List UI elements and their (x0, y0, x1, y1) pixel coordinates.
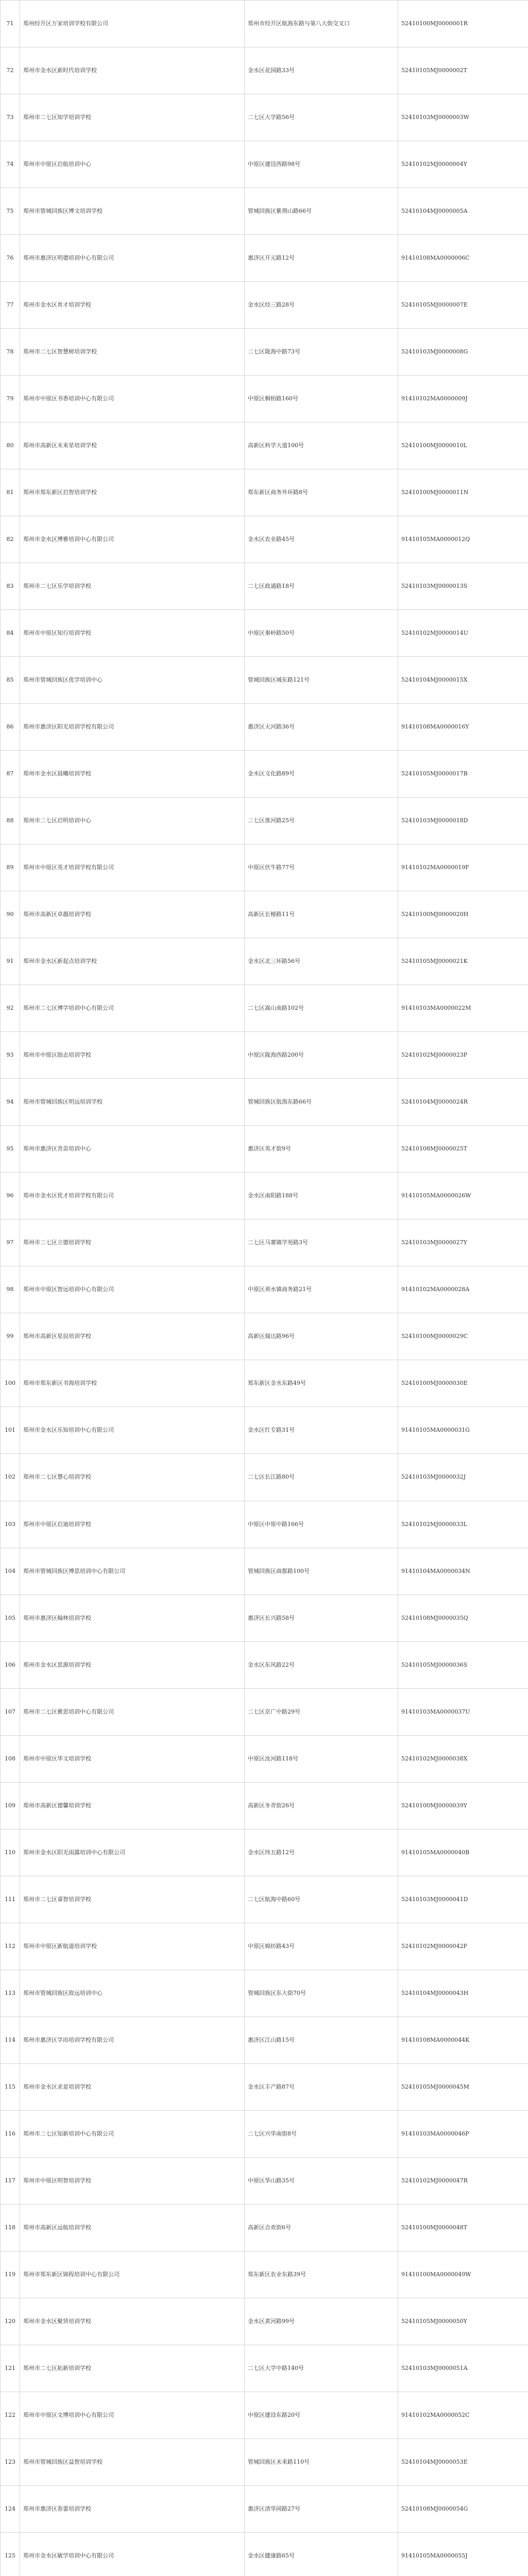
row-number-cell: 123 (1, 2438, 20, 2485)
institution-address-cell: 中原区华山路35号 (245, 2157, 398, 2204)
credit-code-cell: 52410108MJ0000025T (398, 1126, 528, 1173)
institution-address-cell: 中原区桐柏路160号 (245, 376, 398, 422)
credit-code-cell: 52410104MJ0000024R (398, 1079, 528, 1126)
row-number-cell: 91 (1, 938, 20, 985)
table-row (1, 1548, 528, 1595)
table-row (1, 2532, 528, 2576)
institution-address-cell: 金水区南阳路188号 (245, 1173, 398, 1219)
credit-code-cell: 91410103MA0000022M (398, 985, 528, 1032)
credit-code-cell: 52410100MJ0000030E (398, 1360, 528, 1407)
table-row (1, 1079, 528, 1126)
table-row (1, 1407, 528, 1454)
row-number-cell: 124 (1, 2485, 20, 2532)
institution-name-cell: 郑州市金水区博雅培训中心有限公司 (20, 516, 245, 563)
credit-code-cell: 52410105MJ0000045M (398, 2063, 528, 2110)
table-row (1, 422, 528, 469)
institution-address-cell: 金水区文化路89号 (245, 751, 398, 798)
row-number-cell: 117 (1, 2157, 20, 2204)
table-row (1, 1970, 528, 2016)
table-row (1, 657, 528, 704)
row-number-cell: 86 (1, 704, 20, 751)
credit-code-cell: 52410105MJ0000021K (398, 938, 528, 985)
table-row (1, 2345, 528, 2392)
table-row (1, 2157, 528, 2204)
institution-address-cell: 管城回族区东大街70号 (245, 1970, 398, 2016)
institution-name-cell: 郑州市高新区卓越培训学校 (20, 891, 245, 938)
institution-address-cell: 二七区大学中路140号 (245, 2345, 398, 2392)
table-row (1, 938, 528, 985)
credit-code-cell: 52410100MJ0000011N (398, 469, 528, 516)
institution-name-cell: 郑州市高新区未来星培训学校 (20, 422, 245, 469)
credit-code-cell: 52410105MJ0000002T (398, 47, 528, 94)
institution-name-cell: 郑州市管城回族区致远培训中心 (20, 1970, 245, 2016)
row-number-cell: 88 (1, 798, 20, 844)
institution-table-body (1, 1, 528, 2576)
institution-address-cell: 郑州市经开区航海东路与第八大街交叉口 (245, 1, 398, 47)
table-row (1, 1876, 528, 1923)
row-number-cell: 77 (1, 282, 20, 329)
credit-code-cell: 91410108MA0000044K (398, 2016, 528, 2063)
table-row (1, 1266, 528, 1313)
row-number-cell: 113 (1, 1970, 20, 2016)
institution-address-cell: 惠济区江山路15号 (245, 2016, 398, 2063)
institution-address-cell: 二七区兴华南街8号 (245, 2110, 398, 2157)
institution-name-cell: 郑州市二七区立德培训学校 (20, 1219, 245, 1266)
row-number-cell: 71 (1, 1, 20, 47)
row-number-cell: 98 (1, 1266, 20, 1313)
row-number-cell: 82 (1, 516, 20, 563)
institution-address-cell: 郑东新区金水东路49号 (245, 1360, 398, 1407)
institution-name-cell: 郑州市中原区智远培训中心有限公司 (20, 1266, 245, 1313)
institution-address-cell: 管城回族区城东路121号 (245, 657, 398, 704)
institution-name-cell: 郑州市二七区拓新培训学校 (20, 2345, 245, 2392)
institution-name-cell: 郑州市金水区聚贤培训学校 (20, 2298, 245, 2345)
institution-address-cell: 金水区经三路28号 (245, 282, 398, 329)
credit-code-cell: 52410104MJ0000005A (398, 188, 528, 235)
institution-name-cell: 郑州市管城回族区明远培训学校 (20, 1079, 245, 1126)
institution-address-cell: 中原区须水镇商务路21号 (245, 1266, 398, 1313)
row-number-cell: 115 (1, 2063, 20, 2110)
institution-address-cell: 高新区长椿路11号 (245, 891, 398, 938)
credit-code-cell: 52410105MJ0000007E (398, 282, 528, 329)
institution-address-cell: 金水区农业路45号 (245, 516, 398, 563)
institution-name-cell: 郑州市二七区启明培训中心 (20, 798, 245, 844)
row-number-cell: 97 (1, 1219, 20, 1266)
credit-code-cell: 52410100MJ0000001R (398, 1, 528, 47)
row-number-cell: 106 (1, 1641, 20, 1688)
institution-address-cell: 二七区马寨镇学苑路3号 (245, 1219, 398, 1266)
table-row (1, 1173, 528, 1219)
institution-address-cell: 二七区淮河路25号 (245, 798, 398, 844)
institution-address-cell: 高新区冬青街26号 (245, 1782, 398, 1829)
institution-address-cell: 惠济区长兴路58号 (245, 1595, 398, 1641)
row-number-cell: 100 (1, 1360, 20, 1407)
institution-name-cell: 郑州市二七区慧心培训学校 (20, 1454, 245, 1501)
table-row (1, 1923, 528, 1970)
institution-name-cell: 郑州市高新区远航培训学校 (20, 2204, 245, 2251)
row-number-cell: 99 (1, 1313, 20, 1360)
institution-name-cell: 郑州市惠济区学而培训学校有限公司 (20, 2016, 245, 2063)
row-number-cell: 110 (1, 1829, 20, 1876)
table-row (1, 751, 528, 798)
table-row (1, 329, 528, 376)
institution-name-cell: 郑州市郑东新区启智培训学校 (20, 469, 245, 516)
credit-code-cell: 52410100MJ0000010L (398, 422, 528, 469)
institution-address-cell: 惠济区清华园路27号 (245, 2485, 398, 2532)
credit-code-cell: 91410105MA0000040B (398, 1829, 528, 1876)
credit-code-cell: 91410102MA0000019F (398, 844, 528, 891)
table-row (1, 1126, 528, 1173)
institution-name-cell: 郑州市二七区乐学培训学校 (20, 563, 245, 610)
institution-name-cell: 郑州市惠济区明德培训中心有限公司 (20, 235, 245, 282)
institution-name-cell: 郑州市中原区知行培训学校 (20, 610, 245, 657)
table-row (1, 844, 528, 891)
institution-address-cell: 金水区纬五路12号 (245, 1829, 398, 1876)
credit-code-cell: 91410108MA0000016Y (398, 704, 528, 751)
institution-name-cell: 郑州市二七区知新培训中心有限公司 (20, 2110, 245, 2157)
table-row (1, 516, 528, 563)
credit-code-cell: 52410103MJ0000013S (398, 563, 528, 610)
institution-name-cell: 郑州市管城回族区优学培训中心 (20, 657, 245, 704)
institution-address-cell: 中原区棉纺路43号 (245, 1923, 398, 1970)
credit-code-cell: 52410102MJ0000014U (398, 610, 528, 657)
row-number-cell: 116 (1, 2110, 20, 2157)
credit-code-cell: 52410103MJ0000032J (398, 1454, 528, 1501)
credit-code-cell: 91410105MA0000031G (398, 1407, 528, 1454)
row-number-cell: 119 (1, 2251, 20, 2298)
table-row (1, 188, 528, 235)
row-number-cell: 90 (1, 891, 20, 938)
credit-code-cell: 52410105MJ0000050Y (398, 2298, 528, 2345)
credit-code-cell: 52410104MJ0000053E (398, 2438, 528, 2485)
credit-code-cell: 91410105MA0000055J (398, 2532, 528, 2576)
table-row (1, 1688, 528, 1735)
institution-name-cell: 郑州市管城回族区益智培训学校 (20, 2438, 245, 2485)
institution-address-cell: 高新区瑞达路96号 (245, 1313, 398, 1360)
institution-address-cell: 二七区大学路56号 (245, 94, 398, 141)
row-number-cell: 94 (1, 1079, 20, 1126)
institution-address-cell: 高新区科学大道100号 (245, 422, 398, 469)
institution-name-cell: 郑州市金水区新起点培训学校 (20, 938, 245, 985)
institution-address-cell: 惠济区英才街9号 (245, 1126, 398, 1173)
table-row (1, 469, 528, 516)
institution-name-cell: 郑州市金水区乐知培训中心有限公司 (20, 1407, 245, 1454)
institution-address-cell: 中原区建设东路20号 (245, 2392, 398, 2438)
institution-name-cell: 郑州市郑东新区锦程培训中心有限公司 (20, 2251, 245, 2298)
institution-name-cell: 郑州市中原区书香培训中心有限公司 (20, 376, 245, 422)
institution-address-cell: 二七区政通路18号 (245, 563, 398, 610)
institution-name-cell: 郑州市高新区星辰培训学校 (20, 1313, 245, 1360)
row-number-cell: 89 (1, 844, 20, 891)
credit-code-cell: 52410102MJ0000042F (398, 1923, 528, 1970)
credit-code-cell: 52410105MJ0000017B (398, 751, 528, 798)
institution-address-cell: 惠济区天河路36号 (245, 704, 398, 751)
institution-name-cell: 郑州市惠济区青苗培训中心 (20, 1126, 245, 1173)
institution-address-cell: 二七区嵩山南路102号 (245, 985, 398, 1032)
row-number-cell: 72 (1, 47, 20, 94)
credit-code-cell: 91410103MA0000046P (398, 2110, 528, 2157)
institution-name-cell: 郑州市中原区文博培训中心有限公司 (20, 2392, 245, 2438)
table-row (1, 610, 528, 657)
institution-address-cell: 中原区汝河路118号 (245, 1735, 398, 1782)
institution-address-cell: 惠济区开元路12号 (245, 235, 398, 282)
institution-address-cell: 中原区伏牛路77号 (245, 844, 398, 891)
table-row (1, 1782, 528, 1829)
table-row (1, 1219, 528, 1266)
row-number-cell: 84 (1, 610, 20, 657)
table-row (1, 1360, 528, 1407)
credit-code-cell: 91410104MA0000034N (398, 1548, 528, 1595)
table-row (1, 891, 528, 938)
institution-name-cell: 郑州市中原区华文培训学校 (20, 1735, 245, 1782)
credit-code-cell: 52410103MJ0000051A (398, 2345, 528, 2392)
institution-name-cell: 郑州市二七区睿智培训学校 (20, 1876, 245, 1923)
institution-name-cell: 郑州市金水区新时代培训学校 (20, 47, 245, 94)
table-row (1, 2110, 528, 2157)
credit-code-cell: 52410104MJ0000043H (398, 1970, 528, 2016)
institution-name-cell: 郑州市中原区启迪培训学校 (20, 1501, 245, 1548)
row-number-cell: 121 (1, 2345, 20, 2392)
row-number-cell: 122 (1, 2392, 20, 2438)
credit-code-cell: 91410108MA0000006C (398, 235, 528, 282)
credit-code-cell: 52410108MJ0000035Q (398, 1595, 528, 1641)
institution-address-cell: 管城回族区紫荆山路66号 (245, 188, 398, 235)
credit-code-cell: 91410100MA0000049W (398, 2251, 528, 2298)
credit-code-cell: 91410102MA0000052C (398, 2392, 528, 2438)
table-row (1, 1735, 528, 1782)
credit-code-cell: 52410105MJ0000036S (398, 1641, 528, 1688)
table-row (1, 2485, 528, 2532)
row-number-cell: 83 (1, 563, 20, 610)
institution-address-cell: 中原区建设西路98号 (245, 141, 398, 188)
row-number-cell: 95 (1, 1126, 20, 1173)
institution-address-cell: 金水区丰产路87号 (245, 2063, 398, 2110)
institution-address-cell: 郑东新区农业东路39号 (245, 2251, 398, 2298)
institution-name-cell: 郑州市金水区敏学培训中心有限公司 (20, 2532, 245, 2576)
institution-name-cell: 郑州市惠济区翰林培训学校 (20, 1595, 245, 1641)
row-number-cell: 102 (1, 1454, 20, 1501)
row-number-cell: 73 (1, 94, 20, 141)
row-number-cell: 79 (1, 376, 20, 422)
table-row (1, 2063, 528, 2110)
institution-name-cell: 郑州市管城回族区博文培训学校 (20, 188, 245, 235)
institution-address-cell: 管城回族区未来路110号 (245, 2438, 398, 2485)
row-number-cell: 74 (1, 141, 20, 188)
table-row (1, 282, 528, 329)
institution-name-cell: 郑州市金水区育才培训学校 (20, 282, 245, 329)
row-number-cell: 85 (1, 657, 20, 704)
credit-code-cell: 52410102MJ0000047R (398, 2157, 528, 2204)
institution-address-cell: 中原区秦岭路50号 (245, 610, 398, 657)
row-number-cell: 118 (1, 2204, 20, 2251)
credit-code-cell: 52410102MJ0000004Y (398, 141, 528, 188)
row-number-cell: 104 (1, 1548, 20, 1595)
institution-address-cell: 中原区中原中路166号 (245, 1501, 398, 1548)
row-number-cell: 112 (1, 1923, 20, 1970)
credit-code-cell: 52410103MJ0000041D (398, 1876, 528, 1923)
credit-code-cell: 52410100MJ0000048T (398, 2204, 528, 2251)
table-row (1, 2392, 528, 2438)
institution-name-cell: 郑州市金水区优才培训学校有限公司 (20, 1173, 245, 1219)
table-row (1, 235, 528, 282)
table-row (1, 2251, 528, 2298)
row-number-cell: 105 (1, 1595, 20, 1641)
table-row (1, 2016, 528, 2063)
table-row (1, 2204, 528, 2251)
row-number-cell: 87 (1, 751, 20, 798)
institution-address-cell: 管城回族区航海东路66号 (245, 1079, 398, 1126)
credit-code-cell: 52410102MJ0000033L (398, 1501, 528, 1548)
institution-address-cell: 二七区航海中路60号 (245, 1876, 398, 1923)
institution-address-cell: 管城回族区商都路100号 (245, 1548, 398, 1595)
credit-code-cell: 52410100MJ0000029C (398, 1313, 528, 1360)
row-number-cell: 96 (1, 1173, 20, 1219)
institution-name-cell: 郑州市惠济区春蕾培训学校 (20, 2485, 245, 2532)
institution-name-cell: 郑州市中原区启航培训中心 (20, 141, 245, 188)
table-row (1, 1829, 528, 1876)
institution-address-cell: 金水区红专路31号 (245, 1407, 398, 1454)
row-number-cell: 120 (1, 2298, 20, 2345)
credit-code-cell: 91410105MA0000012Q (398, 516, 528, 563)
credit-code-cell: 52410100MJ0000020H (398, 891, 528, 938)
table-row (1, 1595, 528, 1641)
institution-name-cell: 郑州市二七区智慧树培训学校 (20, 329, 245, 376)
credit-code-cell: 52410102MJ0000038X (398, 1735, 528, 1782)
row-number-cell: 109 (1, 1782, 20, 1829)
row-number-cell: 114 (1, 2016, 20, 2063)
table-row (1, 563, 528, 610)
institution-name-cell: 郑州市管城回族区博思培训中心有限公司 (20, 1548, 245, 1595)
institution-address-cell: 二七区长江路80号 (245, 1454, 398, 1501)
table-row (1, 1641, 528, 1688)
credit-code-cell: 52410108MJ0000054G (398, 2485, 528, 2532)
table-row (1, 2438, 528, 2485)
institution-name-cell: 郑州市中原区明智培训学校 (20, 2157, 245, 2204)
row-number-cell: 92 (1, 985, 20, 1032)
credit-code-cell: 52410102MJ0000023P (398, 1032, 528, 1079)
institution-name-cell: 郑州市惠济区阳光培训学校有限公司 (20, 704, 245, 751)
institution-name-cell: 郑州市中原区新航道培训学校 (20, 1923, 245, 1970)
row-number-cell: 75 (1, 188, 20, 235)
credit-code-cell: 91410105MA0000026W (398, 1173, 528, 1219)
institution-address-cell: 金水区黄河路99号 (245, 2298, 398, 2345)
institution-name-cell: 郑州市金水区求是培训学校 (20, 2063, 245, 2110)
table-row (1, 1501, 528, 1548)
institution-address-cell: 中原区陇海西路200号 (245, 1032, 398, 1079)
institution-name-cell: 郑州市郑东新区书海培训学校 (20, 1360, 245, 1407)
row-number-cell: 111 (1, 1876, 20, 1923)
row-number-cell: 101 (1, 1407, 20, 1454)
institution-name-cell: 郑州市金水区晨曦培训学校 (20, 751, 245, 798)
table-row (1, 1313, 528, 1360)
row-number-cell: 76 (1, 235, 20, 282)
table-row (1, 1032, 528, 1079)
institution-name-cell: 郑州市二七区博学培训中心有限公司 (20, 985, 245, 1032)
institution-name-cell: 郑州市中原区英才培训学校有限公司 (20, 844, 245, 891)
row-number-cell: 125 (1, 2532, 20, 2576)
table-row (1, 1, 528, 47)
table-row (1, 141, 528, 188)
institution-name-cell: 郑州市金水区思源培训学校 (20, 1641, 245, 1688)
table-row (1, 47, 528, 94)
institution-address-cell: 二七区陇海中路73号 (245, 329, 398, 376)
institution-address-cell: 二七区京广中路29号 (245, 1688, 398, 1735)
row-number-cell: 81 (1, 469, 20, 516)
institution-address-cell: 郑东新区商务外环路8号 (245, 469, 398, 516)
row-number-cell: 108 (1, 1735, 20, 1782)
row-number-cell: 103 (1, 1501, 20, 1548)
table-row (1, 704, 528, 751)
table-row (1, 94, 528, 141)
institution-address-cell: 金水区北三环路56号 (245, 938, 398, 985)
credit-code-cell: 91410102MA0000009J (398, 376, 528, 422)
table-row (1, 2298, 528, 2345)
institution-name-cell: 郑州市中原区励志培训学校 (20, 1032, 245, 1079)
institution-name-cell: 郑州市金水区阳光雨露培训中心有限公司 (20, 1829, 245, 1876)
credit-code-cell: 52410103MJ0000003W (398, 94, 528, 141)
credit-code-cell: 52410103MJ0000027Y (398, 1219, 528, 1266)
row-number-cell: 80 (1, 422, 20, 469)
credit-code-cell: 91410103MA0000037U (398, 1688, 528, 1735)
institution-name-cell: 郑州市高新区德馨培训学校 (20, 1782, 245, 1829)
institution-name-cell: 郑州市二七区知学培训学校 (20, 94, 245, 141)
credit-code-cell: 91410102MA0000028A (398, 1266, 528, 1313)
row-number-cell: 78 (1, 329, 20, 376)
credit-code-cell: 52410104MJ0000015X (398, 657, 528, 704)
table-row (1, 798, 528, 844)
credit-code-cell: 52410100MJ0000039Y (398, 1782, 528, 1829)
institution-name-cell: 郑州经开区万家培训学校有限公司 (20, 1, 245, 47)
credit-code-cell: 52410103MJ0000018D (398, 798, 528, 844)
institution-address-cell: 金水区健康路65号 (245, 2532, 398, 2576)
credit-code-cell: 52410103MJ0000008G (398, 329, 528, 376)
institution-name-cell: 郑州市二七区雅思培训中心有限公司 (20, 1688, 245, 1735)
table-row (1, 985, 528, 1032)
table-row (1, 1454, 528, 1501)
table-row (1, 376, 528, 422)
institution-address-cell: 金水区花园路33号 (245, 47, 398, 94)
row-number-cell: 107 (1, 1688, 20, 1735)
institution-address-cell: 高新区合欢街6号 (245, 2204, 398, 2251)
row-number-cell: 93 (1, 1032, 20, 1079)
institution-address-cell: 金水区东风路22号 (245, 1641, 398, 1688)
